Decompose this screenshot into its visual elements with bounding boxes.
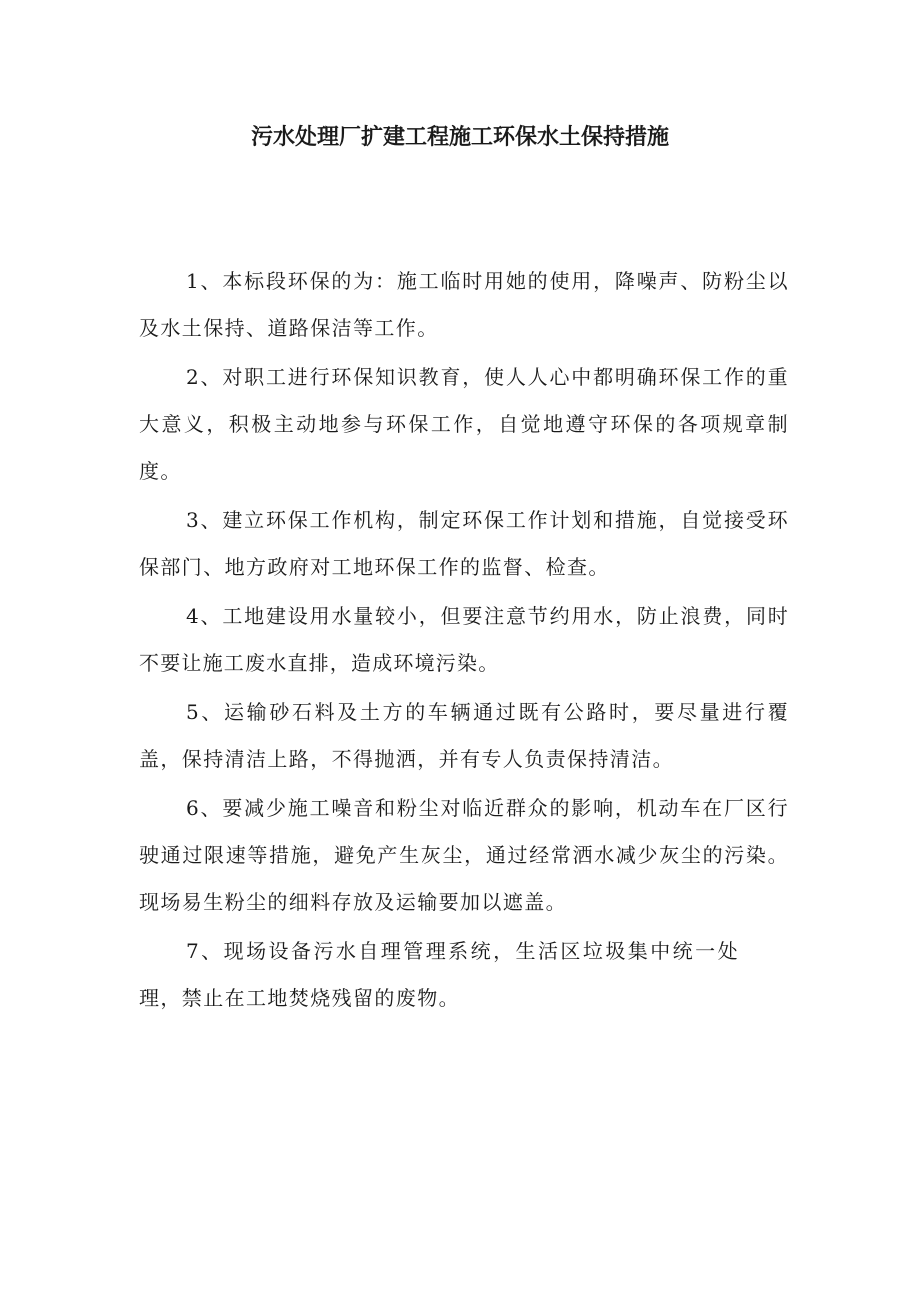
paragraph-3: 3、建立环保工作机构，制定环保工作计划和措施，自觉接受环保部门、地方政府对工地环保工作的监督、检查。 (139, 508, 789, 579)
paragraph-4: 4、工地建设用水量较小，但要注意节约用水，防止浪费，同时不要让施工废水直排，造成环境污染。 (139, 604, 789, 675)
paragraph-7: 7、现场设备污水自理管理系统，生活区垃圾集中统一处理，禁止在工地焚烧残留的废物。 (139, 939, 739, 1010)
paragraph-1: 1、本标段环保的为：施工临时用她的使用，降噪声、防粉尘以及水土保持、道路保洁等工作。 (139, 269, 789, 340)
document-title: 污水处理厂扩建工程施工环保水土保持措施 (250, 125, 669, 150)
paragraph-6: 6、要减少施工噪音和粉尘对临近群众的影响，机动车在厂区行驶通过限速等措施，避免产生灰尘，通过经常洒水减少灰尘的污染。现场易生粉尘的细料存放及运输要加以遮盖。 (139, 796, 789, 914)
document-body (139, 258, 789, 1022)
paragraph-5: 5、运输砂石料及土方的车辆通过既有公路时，要尽量进行覆盖，保持清洁上路，不得抛洒，并有专人负责保持清洁。 (139, 700, 789, 771)
paragraph-2: 2、对职工进行环保知识教育，使人人心中都明确环保工作的重大意义，积极主动地参与环保工作，自觉地遵守环保的各项规章制度。 (139, 365, 789, 483)
